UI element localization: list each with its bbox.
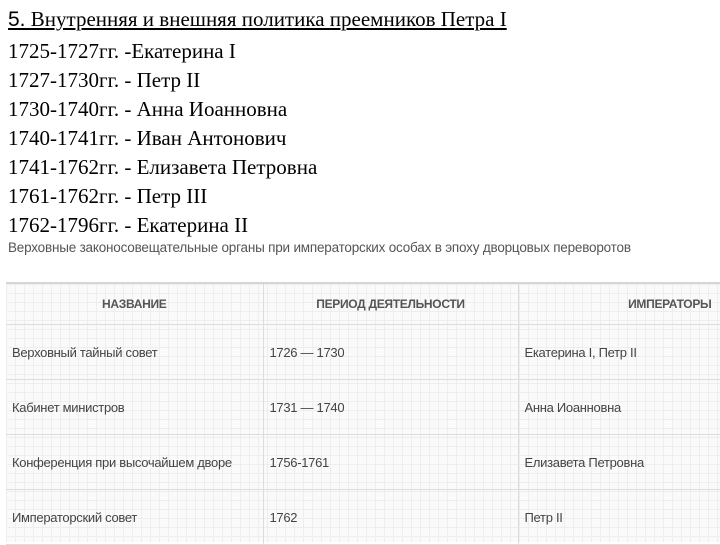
table-header-row <box>6 284 720 325</box>
cell-period: 1756-1761 <box>263 435 518 490</box>
reign-item: 1762-1796гг. - Екатерина II <box>8 213 249 237</box>
reign-list <box>8 37 317 240</box>
cell-emperors: Екатерина I, Петр II <box>518 325 720 380</box>
slide-title-text: Внутренняя и внешняя политика преемников Петра I <box>25 7 507 31</box>
column-header-period: ПЕРИОД ДЕЯТЕЛЬНОСТИ <box>263 284 518 325</box>
reign-item: 1761-1762гг. - Петр III <box>8 184 208 208</box>
reign-item: 1730-1740гг. - Анна Иоанновна <box>8 97 288 121</box>
table-row <box>6 435 720 490</box>
cell-name: Конференция при высочайшем дворе <box>6 435 263 490</box>
table-row <box>6 380 720 435</box>
cell-period: 1762 <box>263 490 518 545</box>
reign-item: 1741-1762гг. - Елизавета Петровна <box>8 155 318 179</box>
slide-title-number: 5. <box>8 8 26 31</box>
cell-emperors: Анна Иоанновна <box>518 380 720 435</box>
column-header-name: НАЗВАНИЕ <box>6 284 263 325</box>
table-row <box>6 490 720 545</box>
slide-title <box>8 6 507 33</box>
cell-period: 1731 — 1740 <box>263 380 518 435</box>
cell-period: 1726 — 1730 <box>263 325 518 380</box>
reign-item: 1740-1741гг. - Иван Антонович <box>8 126 287 150</box>
reign-item: 1725-1727гг. -Екатерина I <box>8 39 236 63</box>
table-row <box>6 325 720 380</box>
cell-name: Кабинет министров <box>6 380 263 435</box>
cell-name: Императорский совет <box>6 490 263 545</box>
cell-name: Верховный тайный совет <box>6 325 263 380</box>
table-caption: Верховные законосовещательные органы при императорских особах в эпоху дворцовых переворотов <box>8 240 631 255</box>
column-header-emperors: ИМПЕРАТОРЫ <box>518 284 720 325</box>
councils-table <box>6 282 720 542</box>
cell-emperors: Елизавета Петровна <box>518 435 720 490</box>
cell-emperors: Петр II <box>518 490 720 545</box>
reign-item: 1727-1730гг. - Петр II <box>8 68 201 92</box>
